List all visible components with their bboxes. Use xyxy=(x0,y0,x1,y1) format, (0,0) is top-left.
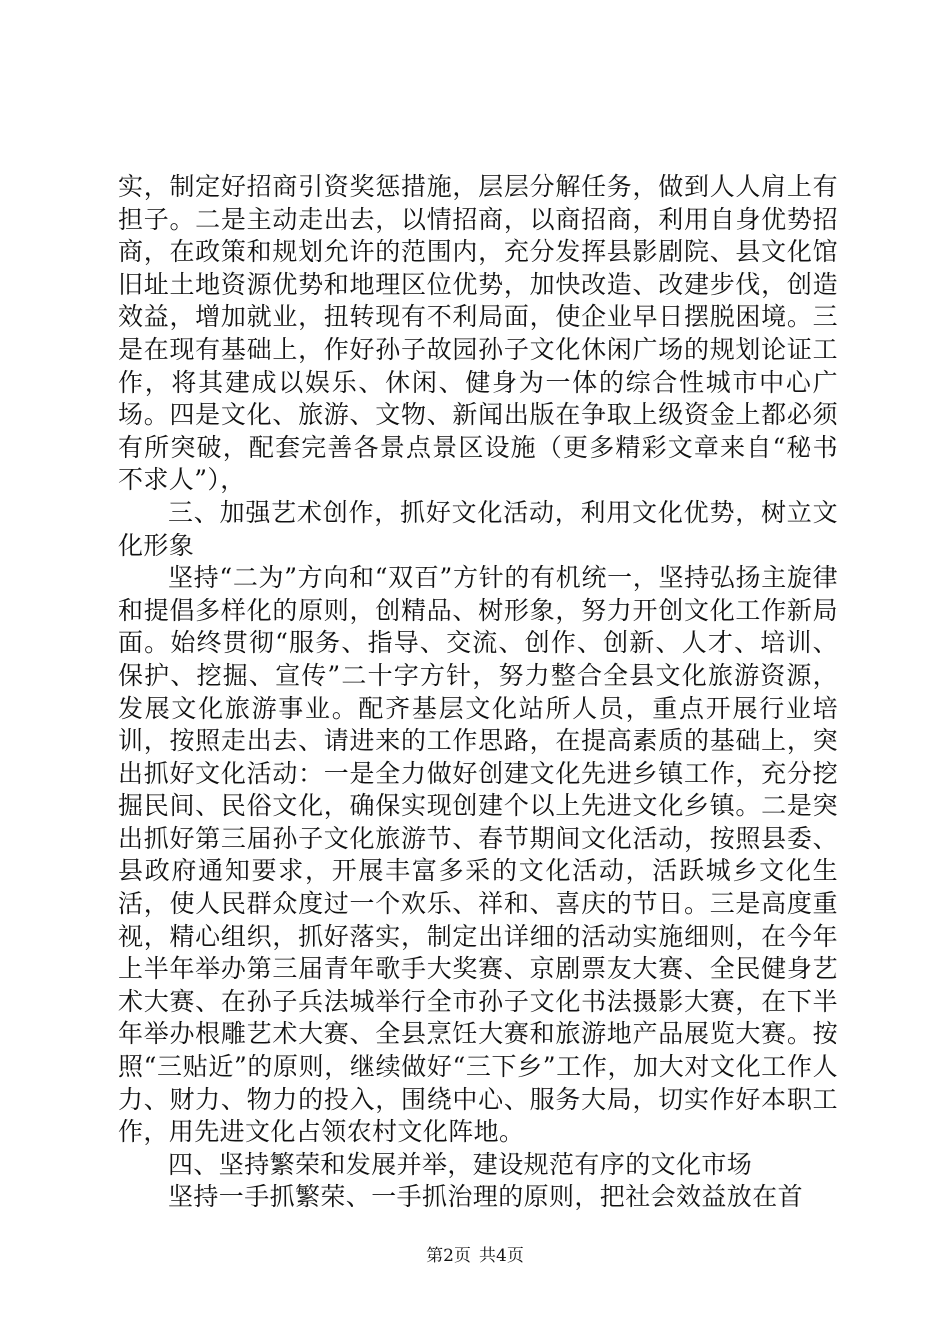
document-body xyxy=(118,171,838,1214)
paragraph-5: 坚持一手抓繁荣、一手抓治理的原则，把社会效益放在首 xyxy=(168,1182,804,1212)
page-total: 共4页 xyxy=(479,1246,524,1266)
section-heading-4: 四、坚持繁荣和发展并举，建设规范有序的文化市场 xyxy=(168,1149,753,1179)
section-heading-3: 三、加强艺术创作，抓好文化活动，利用文化优势，树立文化形象 xyxy=(118,497,838,560)
paragraph-1: 实，制定好招商引资奖惩措施，层层分解任务，做到人人肩上有担子。二是主动走出去，以情招商，以商招商，利用自身优势招商，在政策和规划允许的范围内，充分发挥县影剧院、县文化馆旧址土地资源优势和地理区位优势，加快改造、改建步伐，创造效益，增加就业，扭转现有不利局面，使企业早日摆脱困境。三是在现有基础上，作好孙子故园孙子文化休闲广场的规划论证工作，将其建成以娱乐、休闲、健身为一体的综合性城市中心广场。四是文化、旅游、文物、新闻出版在争取上级资金上都必须有所突破，配套完善各景点景区设施（更多精彩文章来自“秘书不求人”）， xyxy=(118,172,838,495)
page-footer xyxy=(0,1245,950,1267)
page-number: 第2页 xyxy=(426,1246,471,1266)
paragraph-3: 坚持“二为”方向和“双百”方针的有机统一，坚持弘扬主旋律和提倡多样化的原则，创精品、树形象，努力开创文化工作新局面。始终贯彻“服务、指导、交流、创作、创新、人才、培训、保护、挖掘、宣传”二十字方针，努力整合全县文化旅游资源，发展文化旅游事业。配齐基层文化站所人员，重点开展行业培训，按照走出去、请进来的工作思路，在提高素质的基础上，突出抓好文化活动：一是全力做好创建文化先进乡镇工作，充分挖掘民间、民俗文化，确保实现创建个以上先进文化乡镇。二是突出抓好第三届孙子文化旅游节、春节期间文化活动，按照县委、县政府通知要求，开展丰富多采的文化活动，活跃城乡文化生活，使人民群众度过一个欢乐、祥和、喜庆的节日。三是高度重视，精心组织，抓好落实，制定出详细的活动实施细则，在今年上半年举办第三届青年歌手大奖赛、京剧票友大赛、全民健身艺术大赛、在孙子兵法城举行全市孙子文化书法摄影大赛，在下半年举办根雕艺术大赛、全县烹饪大赛和旅游地产品展览大赛。按照“三贴近”的原则，继续做好“三下乡”工作，加大对文化工作人力、财力、物力的投入，围绕中心、服务大局，切实作好本职工作，用先进文化占领农村文化阵地。 xyxy=(118,563,838,1147)
